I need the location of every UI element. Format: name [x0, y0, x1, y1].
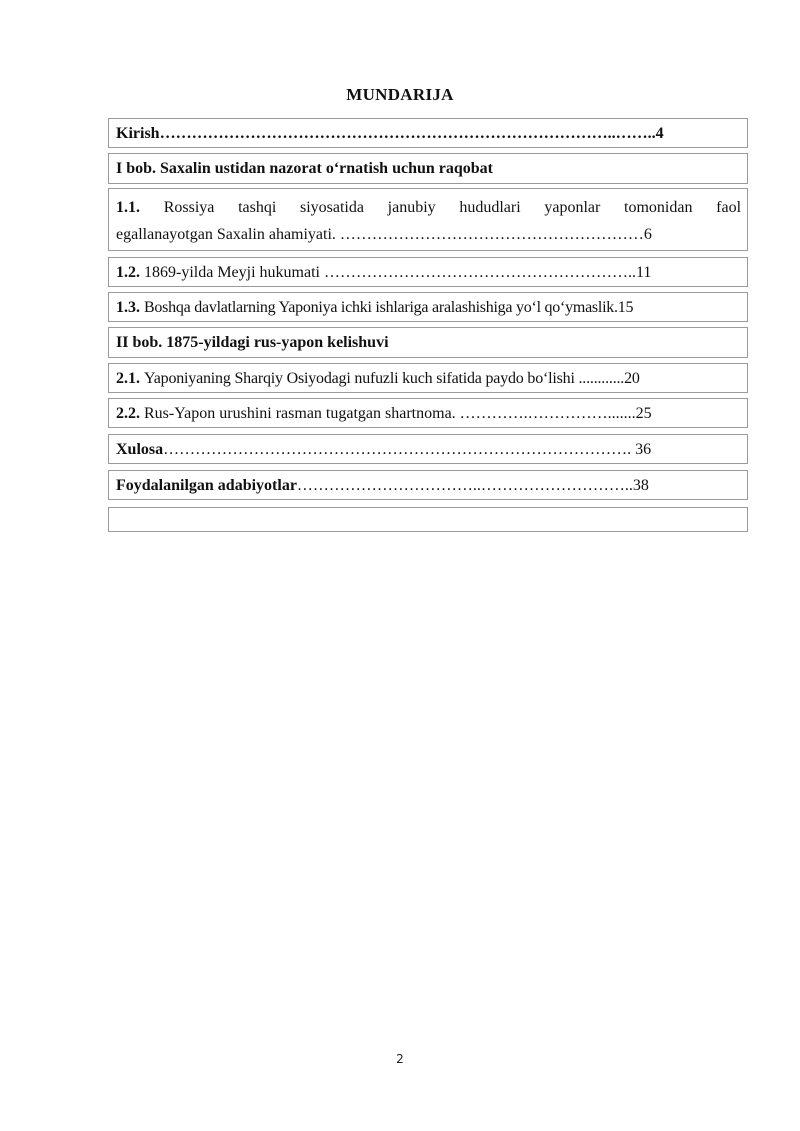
section-number: 1.1. — [116, 199, 140, 216]
page-number: 2 — [396, 1052, 404, 1066]
conclusion-leader: ……………………………………………………………………………. 36 — [163, 441, 652, 458]
toc-section-1-2 — [108, 257, 748, 287]
toc-chapter-2 — [108, 327, 748, 358]
toc-references — [108, 470, 748, 500]
section-title: Yaponiyaning Sharqiy Osiyodagi nufuzli kuch sifatida paydo bo‘lishi ............20 — [144, 370, 640, 387]
section-number: 2.1. — [116, 370, 140, 387]
section-title: Boshqa davlatlarning Yaponiya ichki ishlariga aralashishiga yo‘l qo‘ymaslik.15 — [144, 299, 634, 316]
toc-section-1-3 — [108, 292, 748, 322]
toc-conclusion — [108, 434, 748, 464]
toc-chapter-2-text: II bob. 1875-yildagi rus-yapon kelishuvi — [116, 334, 389, 351]
toc-section-1-1-line2: egallanayotgan Saxalin ahamiyati. …………………………………………………6 — [116, 226, 652, 243]
section-title: 1869-yilda Meyji hukumati …………………………………………………..11 — [144, 264, 652, 281]
toc-intro — [108, 118, 748, 148]
section-title: Rossiya tashqi siyosatida janubiy hududlari yaponlar tomonidan faol — [163, 199, 742, 216]
toc-chapter-1-text: I bob. Saxalin ustidan nazorat o‘rnatish uchun raqobat — [116, 160, 493, 177]
toc-chapter-1 — [108, 153, 748, 184]
references-label: Foydalanilgan adabiyotlar — [116, 477, 297, 494]
toc-section-2-1 — [108, 363, 748, 393]
section-number: 1.3. — [116, 299, 140, 316]
toc-intro-text: Kirish…………………………………………………………………………..……..4 — [116, 125, 664, 142]
toc-empty-row — [108, 507, 748, 532]
references-leader: ……………………………..………………………..38 — [296, 477, 649, 494]
section-number: 2.2. — [116, 405, 140, 422]
section-title: Rus-Yapon urushini rasman tugatgan shartnoma. ………….…………….......25 — [144, 405, 652, 422]
page-title: MUNDARIJA — [346, 85, 454, 104]
section-number: 1.2. — [116, 264, 140, 281]
toc-section-1-1 — [108, 188, 748, 251]
conclusion-label: Xulosa — [116, 441, 164, 458]
toc-section-2-2 — [108, 398, 748, 428]
